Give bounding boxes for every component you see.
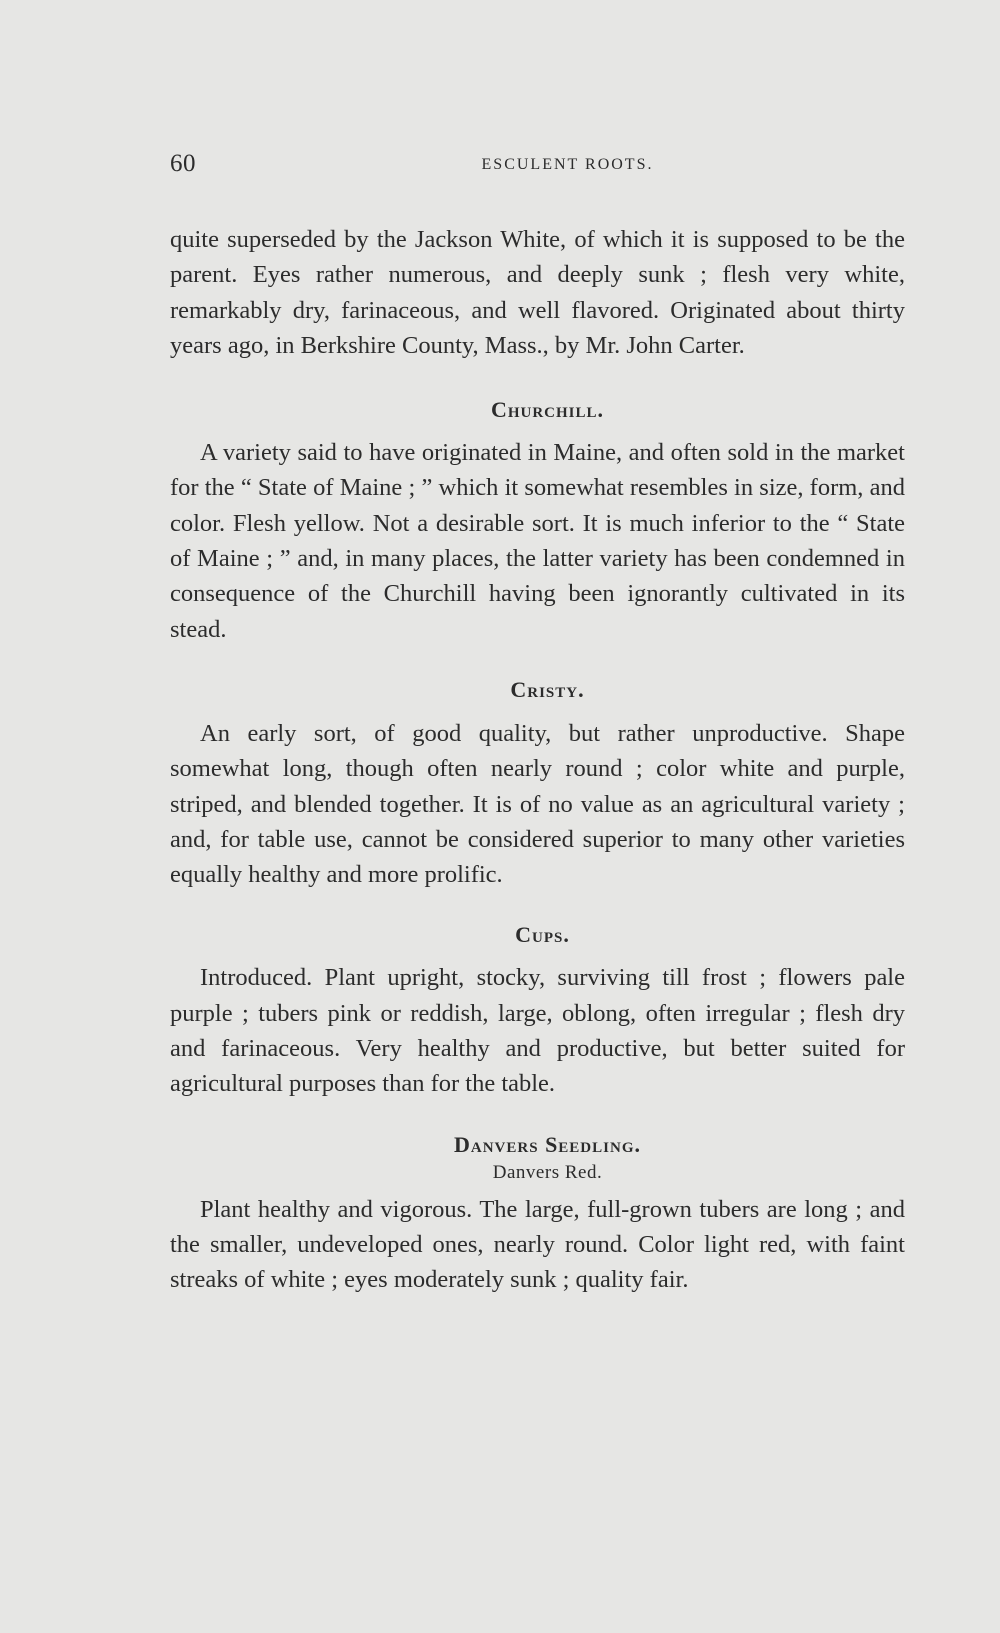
section-title-danvers-seedling: Danvers Seedling. (454, 1131, 641, 1157)
paragraph-churchill: A variety said to have originated in Maine, and often sold in the market for the “ State of Maine ; ” which it somewhat resembles in size, form, and color. Flesh yellow. Not a desirable sort. It is much inferior to the “ State of Maine ; ” and, in many places, the latter variety has been condemned in consequence of the Churchill having been ignorantly cultivated in its stead. (170, 439, 905, 643)
paragraph-cups: Introduced. Plant upright, stocky, surviving till frost ; flowers pale purple ; tubers pink or reddish, large, oblong, often irregular ; flesh dry and farinaceous. Very healthy and productive, but better suited for agricultural purposes than for the table. (170, 964, 905, 1098)
section-title-cristy: Cristy. (510, 676, 585, 702)
section-title-cups: Cups. (515, 922, 570, 948)
section-subtitle-danvers-red: Danvers Red. (492, 1161, 603, 1183)
intro-paragraph: quite superseded by the Jackson White, of which it is supposed to be the parent. Eyes rather numerous, and deeply sunk ; flesh very white, remarkably dry, farinaceous, and well flavored. Originated about thirty years ago, in Berkshire County, Mass., by Mr. John Carter. (170, 226, 905, 359)
paragraph-cristy: An early sort, of good quality, but rather unproductive. Shape somewhat long, though often nearly round ; color white and purple, striped, and blended together. It is of no value as an agricultural variety ; and, for table use, cannot be considered superior to many other varieties equally healthy and more prolific. (170, 719, 905, 889)
page-header (170, 150, 905, 190)
page-number: 60 (170, 150, 196, 177)
body-text (170, 222, 905, 1298)
running-head: ESCULENT ROOTS. (481, 156, 654, 173)
section-title-churchill: Churchill. (490, 397, 605, 423)
paragraph-danvers-seedling: Plant healthy and vigorous. The large, full-grown tubers are long ; and the smaller, undeveloped ones, nearly round. Color light red, with faint streaks of white ; eyes moderately sunk ; quality fair. (170, 1195, 905, 1294)
